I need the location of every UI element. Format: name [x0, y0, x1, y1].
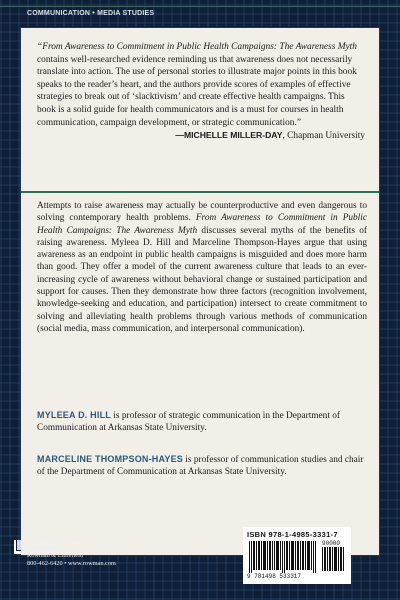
author-bio-text-1: is professor of strategic communication in the Department of Communication at Arkansas State University. [37, 411, 340, 434]
attribution-affiliation: , Chapman University [282, 131, 365, 142]
author-bio-2 [37, 453, 367, 479]
description-book-title: From Awareness to Commitment in Public Health Campaigns: The Awareness Myth [37, 213, 367, 236]
barcode-icon [249, 541, 319, 573]
publisher-name: LEXINGTON BOOKS [27, 536, 87, 543]
back-cover-panel [21, 28, 379, 555]
description-part-1: Attempts to raise awareness may actually be counterproductive and even dangerous to solving contemporary health problems. [37, 201, 367, 224]
attribution-name: —MICHELLE MILLER-DAY [175, 130, 283, 141]
quote-attribution [37, 129, 365, 143]
barcode-box [243, 527, 351, 584]
publisher-info [27, 536, 116, 568]
author-bio-text-2: is professor of communication studies and chair of the Department of Communication at Arkansas State University. [37, 455, 364, 478]
section-divider [21, 191, 379, 193]
addon-barcode-icon [322, 547, 346, 571]
description-part-2: discusses several myths of the benefits of raising awareness. Myleea D. Hill and Marceline Thompson-Hayes argue that using awareness as an endpoint in public health campaigns is misguided and does more harm than good. They offer a model of the current awareness culture that leads to an ever-increasing cycle of awareness without behavioral change or sustained participation and support for causes. Then they demonstrate how three factors (recognition involvement, knowledge-seeking and education, and participation) intersect to create commitment to solving and alleviating health problems through various methods of communication (social media, mass communication, and interpersonal communication). [37, 225, 367, 334]
quote-book-title: “From Awareness to Commitment in Public Health Campaigns: The Awareness Myth [37, 42, 357, 52]
endorsement-quote [37, 41, 365, 143]
author-name-2: MARCELINE THOMPSON-HAYES [37, 454, 183, 464]
author-name-1: MYLEEA D. HILL [37, 410, 111, 420]
isbn-label: ISBN 978-1-4985-3331-7 [247, 530, 338, 539]
top-rule [0, 6, 400, 7]
quote-body: contains well-researched evidence reminding us that awareness does not necessarily translate into action. The use of personal stories to illustrate major points in this book speaks to the reader’s heart, and the authors provide scores of examples of effective strategies to break out of ‘slacktivism’ and create effective health campaigns. This book is a solid guide for health communicators and is a must for courses in health communication, campaign development, or strategic communication.” [37, 54, 357, 128]
barcode-digits: 9 781498 533317 [247, 573, 302, 580]
publisher-line-2: An imprint of [27, 544, 62, 551]
book-description [37, 200, 367, 335]
author-bio-1 [37, 409, 367, 435]
publisher-line-4: 800-462-6420 • www.rowman.com [27, 560, 116, 567]
publisher-line-3: Rowman & Littlefield [27, 552, 83, 559]
publisher-logo-icon [14, 540, 21, 554]
barcode-addon-digits: 90000 [322, 540, 341, 547]
category-label: COMMUNICATION • MEDIA STUDIES [27, 10, 155, 17]
